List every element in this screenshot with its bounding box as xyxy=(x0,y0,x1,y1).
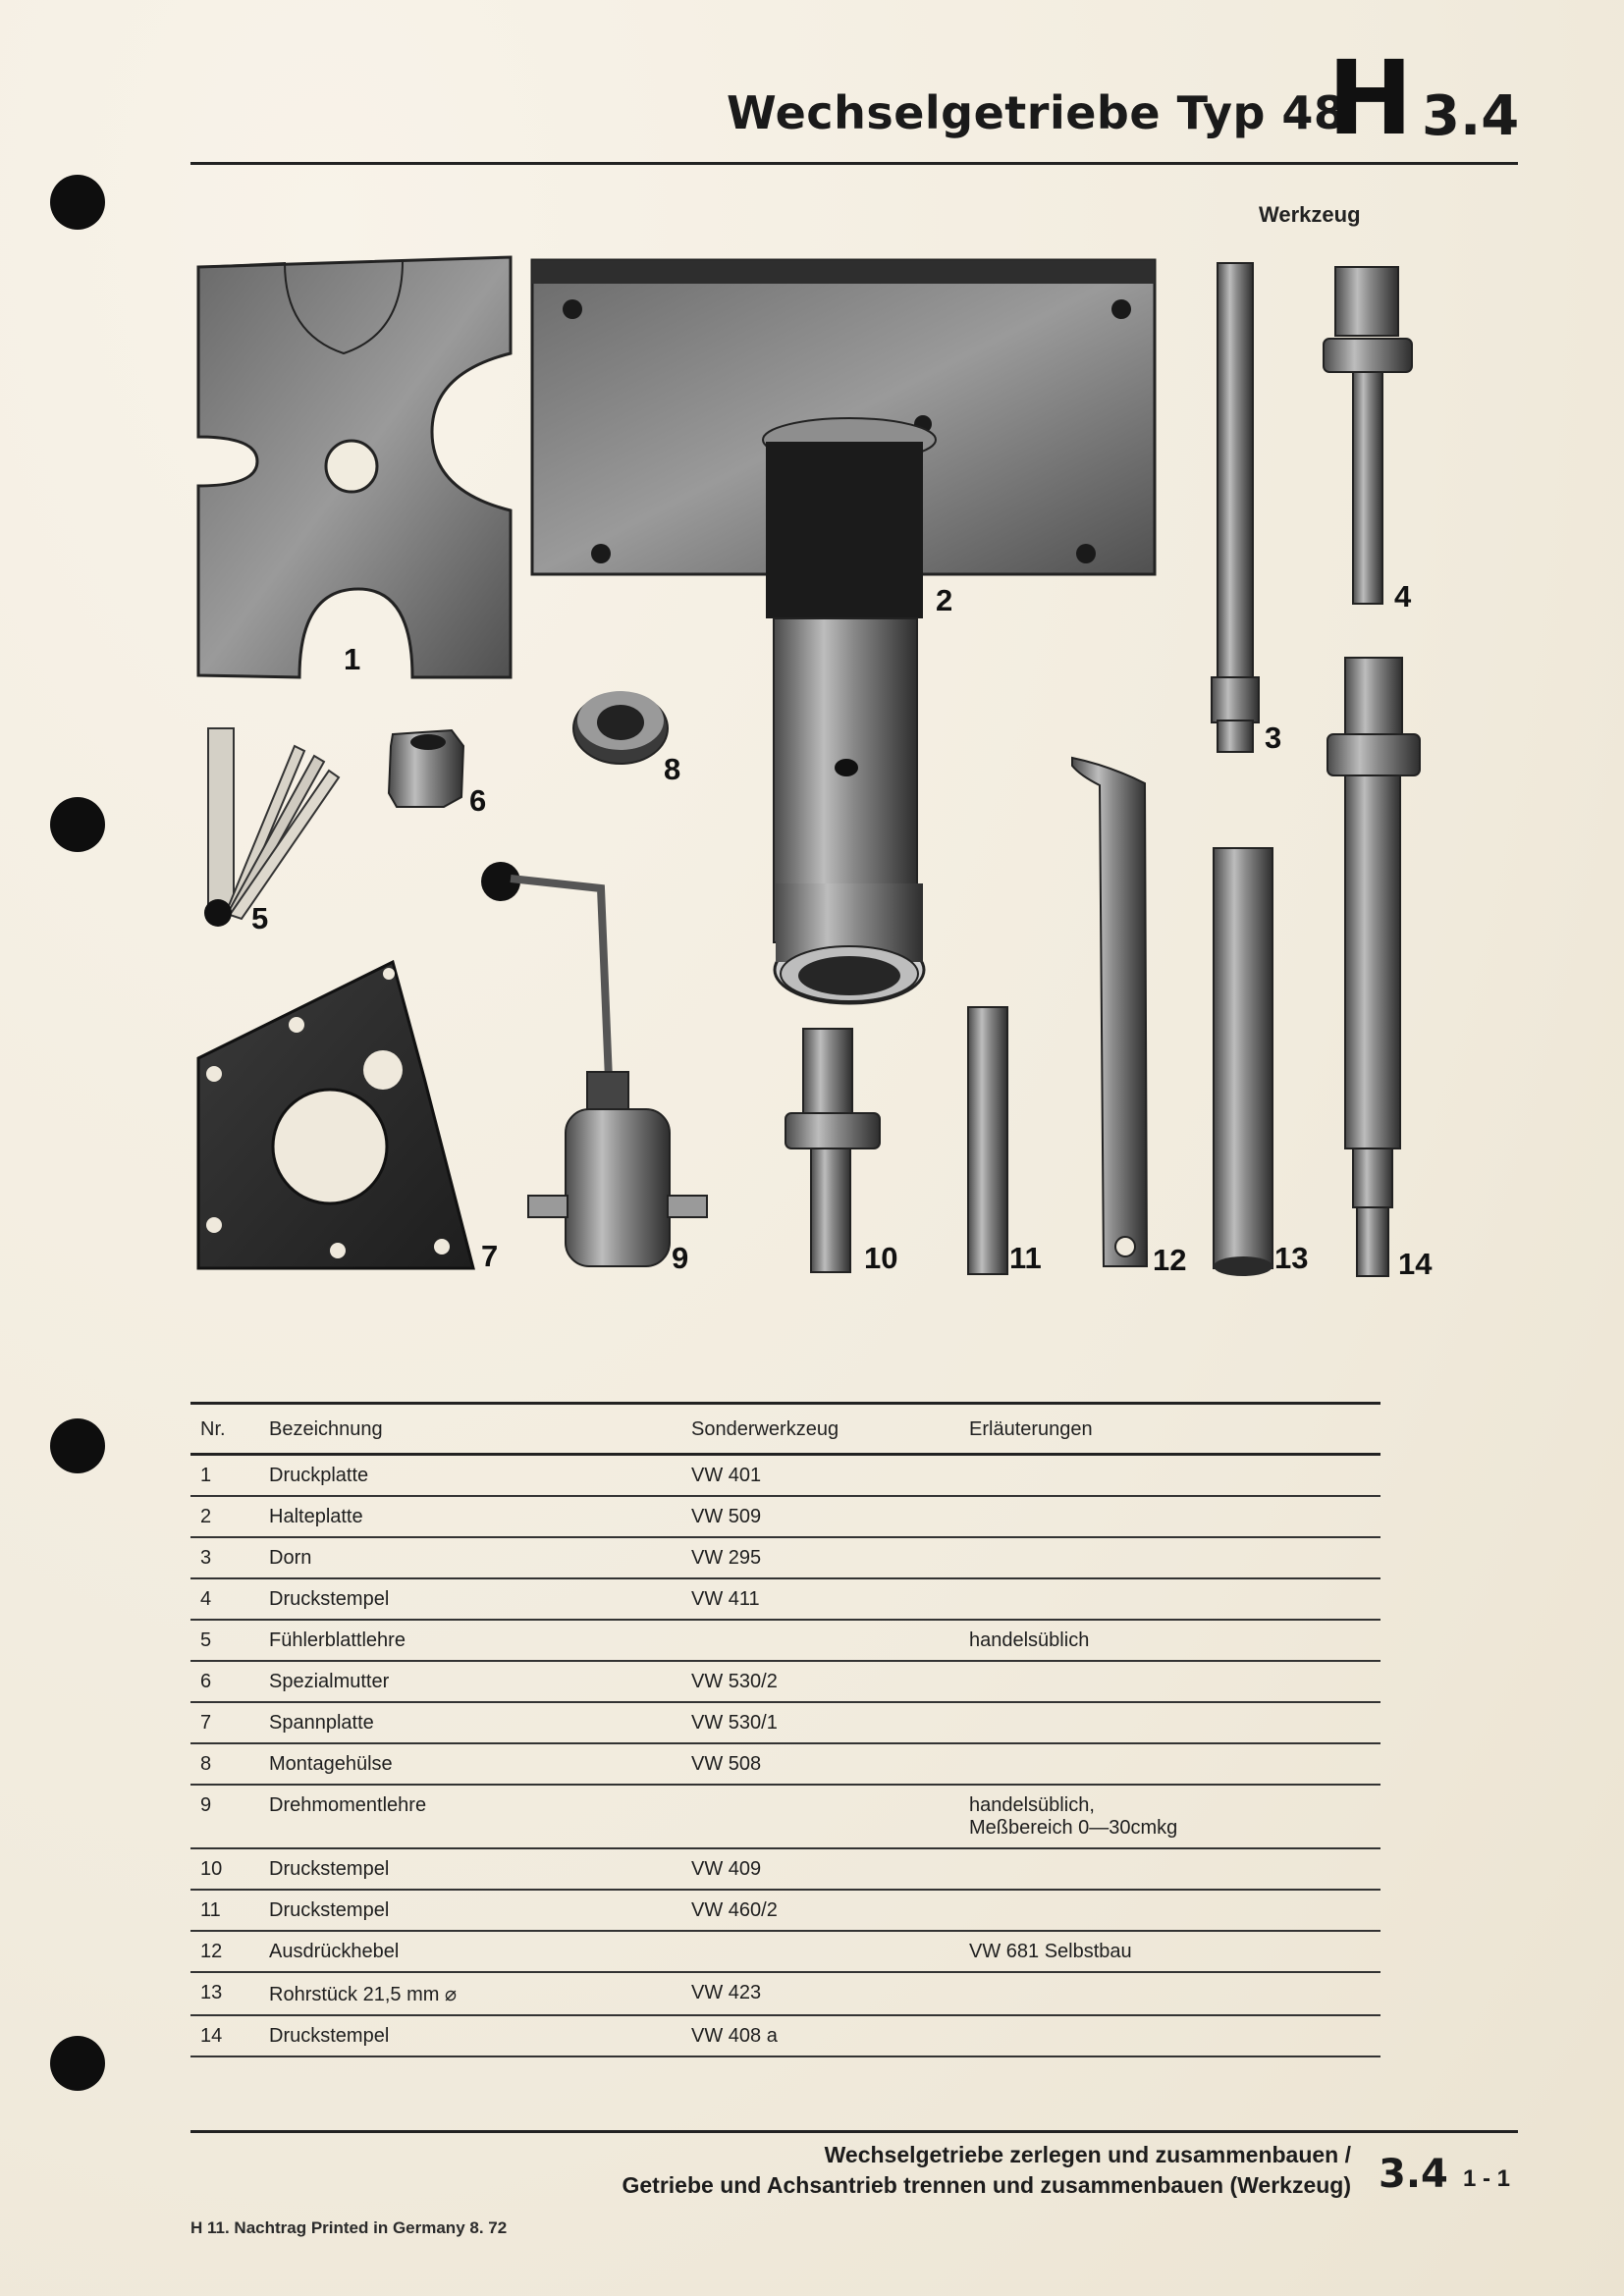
row-note xyxy=(969,1890,1380,1931)
row-tool: VW 409 xyxy=(691,1848,969,1890)
table-row xyxy=(190,1496,1380,1537)
row-tool: VW 411 xyxy=(691,1578,969,1620)
row-nr: 11 xyxy=(190,1890,269,1931)
punch-hole xyxy=(50,175,105,230)
figure-callout: 5 xyxy=(251,901,269,935)
row-note xyxy=(969,2015,1380,2056)
punch-hole xyxy=(50,797,105,852)
figure-callout: 11 xyxy=(1009,1241,1042,1275)
row-note xyxy=(969,1848,1380,1890)
footer-title-line1: Wechselgetriebe zerlegen und zusammenbauen / xyxy=(824,2142,1351,2167)
table-row xyxy=(190,1702,1380,1743)
table-row xyxy=(190,2015,1380,2056)
row-tool: VW 509 xyxy=(691,1496,969,1537)
table-row xyxy=(190,1537,1380,1578)
row-note-line2: Meßbereich 0—30cmkg xyxy=(969,1817,1178,1839)
row-note xyxy=(969,1578,1380,1620)
figure-callout: 14 xyxy=(1398,1247,1433,1281)
group-letter: H xyxy=(1327,38,1414,158)
row-name: Spezialmutter xyxy=(269,1661,691,1702)
row-nr: 12 xyxy=(190,1931,269,1972)
row-name: Halteplatte xyxy=(269,1496,691,1537)
row-nr: 7 xyxy=(190,1702,269,1743)
row-name: Druckstempel xyxy=(269,1848,691,1890)
footer-edition-note: H 11. Nachtrag Printed in Germany 8. 72 xyxy=(190,2218,508,2237)
figure-callout: 4 xyxy=(1394,579,1412,614)
table-row xyxy=(190,1931,1380,1972)
row-note xyxy=(969,1702,1380,1743)
figure-callout: 1 xyxy=(344,642,361,676)
row-tool: VW 408 a xyxy=(691,2015,969,2056)
row-name: Druckplatte xyxy=(269,1455,691,1497)
tools-photo xyxy=(187,245,1443,1286)
footer-title-line2: Getriebe und Achsantrieb trennen und zusammenbauen (Werkzeug) xyxy=(622,2172,1351,2198)
header-rule xyxy=(190,162,1518,165)
row-note xyxy=(969,1972,1380,2015)
row-name: Drehmomentlehre xyxy=(269,1785,691,1848)
row-name: Spannplatte xyxy=(269,1702,691,1743)
row-tool: VW 423 xyxy=(691,1972,969,2015)
row-nr: 9 xyxy=(190,1785,269,1848)
figure-callout: 10 xyxy=(864,1241,898,1275)
row-nr: 2 xyxy=(190,1496,269,1537)
row-note xyxy=(969,1785,1380,1848)
column-header-sonderwerkzeug: Sonderwerkzeug xyxy=(691,1404,969,1455)
table-row xyxy=(190,1620,1380,1661)
row-note-line1: handelsüblich, xyxy=(969,1794,1095,1816)
punch-hole xyxy=(50,2036,105,2091)
figure-callout: 13 xyxy=(1274,1241,1309,1275)
table-header-row xyxy=(190,1404,1380,1455)
row-nr: 6 xyxy=(190,1661,269,1702)
row-name: Montagehülse xyxy=(269,1743,691,1785)
page-title: Wechselgetriebe Typ 48 xyxy=(727,86,1346,139)
row-tool: VW 508 xyxy=(691,1743,969,1785)
figure-callout: 3 xyxy=(1265,721,1282,755)
section-label: Werkzeug xyxy=(1259,202,1361,227)
section-code: 3.4 xyxy=(1422,84,1520,148)
row-tool xyxy=(691,1931,969,1972)
table-row xyxy=(190,1455,1380,1497)
row-name: Ausdrückhebel xyxy=(269,1931,691,1972)
row-name: Druckstempel xyxy=(269,1578,691,1620)
table-row xyxy=(190,1785,1380,1848)
row-nr: 1 xyxy=(190,1455,269,1497)
figure-callout: 7 xyxy=(481,1239,499,1273)
row-tool: VW 530/2 xyxy=(691,1661,969,1702)
row-nr: 3 xyxy=(190,1537,269,1578)
figure-callout: 9 xyxy=(672,1241,689,1275)
figure-callout: 6 xyxy=(469,783,487,818)
table-row xyxy=(190,1890,1380,1931)
column-header-erlaeuterungen: Erläuterungen xyxy=(969,1404,1380,1455)
figure-callout: 2 xyxy=(936,583,953,617)
row-note xyxy=(969,1537,1380,1578)
row-name: Druckstempel xyxy=(269,1890,691,1931)
footer-section-number: 3.4 xyxy=(1379,2152,1448,2197)
row-note xyxy=(969,1455,1380,1497)
figure-callout: 8 xyxy=(664,752,681,786)
row-tool: VW 530/1 xyxy=(691,1702,969,1743)
footer-rule xyxy=(190,2130,1518,2133)
row-nr: 8 xyxy=(190,1743,269,1785)
table-row xyxy=(190,1848,1380,1890)
row-nr: 4 xyxy=(190,1578,269,1620)
row-name: Rohrstück 21,5 mm ⌀ xyxy=(269,1972,691,2015)
row-note: VW 681 Selbstbau xyxy=(969,1931,1380,1972)
row-nr: 5 xyxy=(190,1620,269,1661)
row-tool: VW 401 xyxy=(691,1455,969,1497)
table-row xyxy=(190,1743,1380,1785)
tools-table xyxy=(190,1402,1380,2057)
column-header-bezeichnung: Bezeichnung xyxy=(269,1404,691,1455)
row-note xyxy=(969,1743,1380,1785)
row-tool: VW 460/2 xyxy=(691,1890,969,1931)
row-note: handelsüblich xyxy=(969,1620,1380,1661)
row-name: Fühlerblattlehre xyxy=(269,1620,691,1661)
punch-hole xyxy=(50,1418,105,1473)
row-name: Dorn xyxy=(269,1537,691,1578)
figure-callout: 12 xyxy=(1153,1243,1187,1277)
row-name: Druckstempel xyxy=(269,2015,691,2056)
column-header-nr: Nr. xyxy=(190,1404,269,1455)
row-nr: 14 xyxy=(190,2015,269,2056)
table-row xyxy=(190,1972,1380,2015)
row-tool: VW 295 xyxy=(691,1537,969,1578)
row-note xyxy=(969,1496,1380,1537)
row-tool xyxy=(691,1785,969,1848)
row-note xyxy=(969,1661,1380,1702)
row-nr: 13 xyxy=(190,1972,269,2015)
row-nr: 10 xyxy=(190,1848,269,1890)
table-row xyxy=(190,1661,1380,1702)
table-row xyxy=(190,1578,1380,1620)
row-tool xyxy=(691,1620,969,1661)
footer-page-number: 1 - 1 xyxy=(1463,2165,1511,2192)
